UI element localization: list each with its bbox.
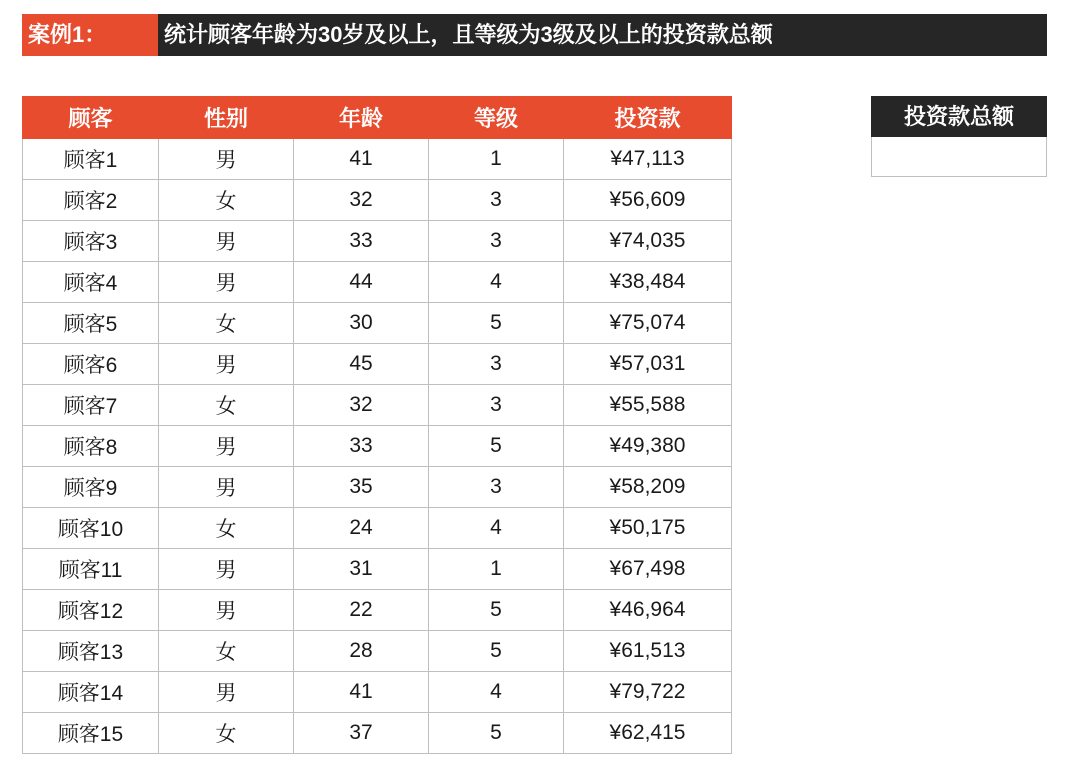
age-cell[interactable]: 44 (294, 262, 429, 303)
investment-cell[interactable]: ¥49,380 (564, 426, 732, 467)
gender-cell[interactable]: 男 (159, 467, 294, 508)
table-row (23, 590, 732, 631)
age-cell[interactable]: 37 (294, 713, 429, 754)
age-cell[interactable]: 22 (294, 590, 429, 631)
investment-cell[interactable]: ¥46,964 (564, 590, 732, 631)
header-level[interactable]: 等级 (429, 97, 564, 139)
customer-cell[interactable]: 顾客11 (23, 549, 159, 590)
level-cell[interactable]: 5 (429, 713, 564, 754)
table-row (23, 139, 732, 180)
age-cell[interactable]: 41 (294, 672, 429, 713)
customer-table (22, 96, 732, 754)
customer-cell[interactable]: 顾客4 (23, 262, 159, 303)
customer-cell[interactable]: 顾客12 (23, 590, 159, 631)
customer-cell[interactable]: 顾客14 (23, 672, 159, 713)
age-cell[interactable]: 28 (294, 631, 429, 672)
customer-cell[interactable]: 顾客2 (23, 180, 159, 221)
age-cell[interactable]: 31 (294, 549, 429, 590)
investment-cell[interactable]: ¥55,588 (564, 385, 732, 426)
gender-cell[interactable]: 女 (159, 631, 294, 672)
age-cell[interactable]: 33 (294, 426, 429, 467)
table-row (23, 426, 732, 467)
customer-cell[interactable]: 顾客13 (23, 631, 159, 672)
investment-cell[interactable]: ¥50,175 (564, 508, 732, 549)
level-cell[interactable]: 3 (429, 344, 564, 385)
table-row (23, 221, 732, 262)
investment-cell[interactable]: ¥61,513 (564, 631, 732, 672)
customer-cell[interactable]: 顾客3 (23, 221, 159, 262)
gender-cell[interactable]: 女 (159, 508, 294, 549)
investment-cell[interactable]: ¥62,415 (564, 713, 732, 754)
gender-cell[interactable]: 男 (159, 549, 294, 590)
case-label: 案例1： (22, 14, 158, 56)
level-cell[interactable]: 1 (429, 139, 564, 180)
customer-cell[interactable]: 顾客10 (23, 508, 159, 549)
customer-cell[interactable]: 顾客8 (23, 426, 159, 467)
header-customer[interactable]: 顾客 (23, 97, 159, 139)
investment-cell[interactable]: ¥67,498 (564, 549, 732, 590)
header-investment[interactable]: 投资款 (564, 97, 732, 139)
gender-cell[interactable]: 男 (159, 221, 294, 262)
table-body (23, 139, 732, 754)
investment-cell[interactable]: ¥58,209 (564, 467, 732, 508)
table-row (23, 713, 732, 754)
gender-cell[interactable]: 女 (159, 385, 294, 426)
header-age[interactable]: 年龄 (294, 97, 429, 139)
summary-value-cell[interactable] (871, 137, 1047, 177)
level-cell[interactable]: 3 (429, 467, 564, 508)
level-cell[interactable]: 3 (429, 385, 564, 426)
table-header-row (23, 97, 732, 139)
gender-cell[interactable]: 女 (159, 713, 294, 754)
gender-cell[interactable]: 男 (159, 672, 294, 713)
age-cell[interactable]: 45 (294, 344, 429, 385)
age-cell[interactable]: 30 (294, 303, 429, 344)
customer-cell[interactable]: 顾客5 (23, 303, 159, 344)
table-row (23, 549, 732, 590)
table-row (23, 672, 732, 713)
table-row (23, 303, 732, 344)
investment-cell[interactable]: ¥79,722 (564, 672, 732, 713)
level-cell[interactable]: 4 (429, 508, 564, 549)
customer-cell[interactable]: 顾客6 (23, 344, 159, 385)
customer-cell[interactable]: 顾客15 (23, 713, 159, 754)
table-row (23, 344, 732, 385)
table-row (23, 180, 732, 221)
level-cell[interactable]: 5 (429, 303, 564, 344)
table-row (23, 631, 732, 672)
age-cell[interactable]: 32 (294, 180, 429, 221)
level-cell[interactable]: 4 (429, 262, 564, 303)
investment-cell[interactable]: ¥38,484 (564, 262, 732, 303)
summary-header[interactable]: 投资款总额 (871, 96, 1047, 137)
level-cell[interactable]: 3 (429, 180, 564, 221)
header-gender[interactable]: 性别 (159, 97, 294, 139)
level-cell[interactable]: 1 (429, 549, 564, 590)
level-cell[interactable]: 5 (429, 590, 564, 631)
gender-cell[interactable]: 女 (159, 303, 294, 344)
level-cell[interactable]: 4 (429, 672, 564, 713)
investment-cell[interactable]: ¥56,609 (564, 180, 732, 221)
investment-cell[interactable]: ¥47,113 (564, 139, 732, 180)
level-cell[interactable]: 5 (429, 426, 564, 467)
gender-cell[interactable]: 女 (159, 180, 294, 221)
gender-cell[interactable]: 男 (159, 262, 294, 303)
gender-cell[interactable]: 男 (159, 590, 294, 631)
table-row (23, 508, 732, 549)
gender-cell[interactable]: 男 (159, 426, 294, 467)
level-cell[interactable]: 5 (429, 631, 564, 672)
table-row (23, 262, 732, 303)
age-cell[interactable]: 35 (294, 467, 429, 508)
gender-cell[interactable]: 男 (159, 139, 294, 180)
age-cell[interactable]: 33 (294, 221, 429, 262)
investment-cell[interactable]: ¥74,035 (564, 221, 732, 262)
age-cell[interactable]: 24 (294, 508, 429, 549)
investment-cell[interactable]: ¥57,031 (564, 344, 732, 385)
customer-cell[interactable]: 顾客9 (23, 467, 159, 508)
customer-cell[interactable]: 顾客7 (23, 385, 159, 426)
customer-cell[interactable]: 顾客1 (23, 139, 159, 180)
table-row (23, 385, 732, 426)
case-description: 统计顾客年龄为30岁及以上，且等级为3级及以上的投资款总额 (158, 14, 1047, 56)
age-cell[interactable]: 32 (294, 385, 429, 426)
table-row (23, 467, 732, 508)
age-cell[interactable]: 41 (294, 139, 429, 180)
investment-cell[interactable]: ¥75,074 (564, 303, 732, 344)
summary-box (871, 96, 1047, 177)
gender-cell[interactable]: 男 (159, 344, 294, 385)
title-bar (22, 14, 1047, 56)
level-cell[interactable]: 3 (429, 221, 564, 262)
